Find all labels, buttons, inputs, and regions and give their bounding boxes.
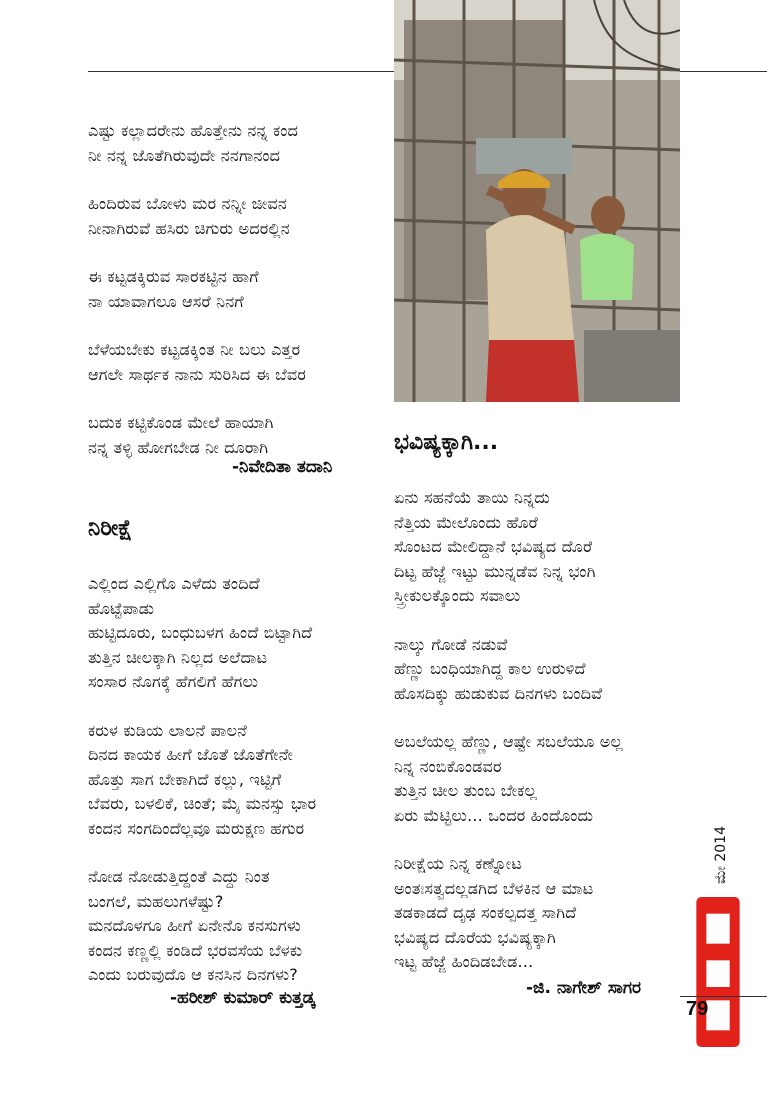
poem-line: ನೆತ್ತಿಯ ಮೇಲೊಂದು ಹೊರೆ <box>394 512 538 532</box>
poem-2-stanza <box>88 719 316 842</box>
poem-line: ಎಷ್ಟು ಕಲ್ಲಾದರೇನು ಹೊತ್ತೇನು ನನ್ನ ಕಂದ <box>88 121 299 140</box>
poem-line: ಹಿಂದಿರುವ ಬೋಳು ಮರ ನನ್ನೀ ಜೀವನ <box>88 194 287 213</box>
poem-line: ತುತ್ತಿನ ಚೀಲಕ್ಕಾಗಿ ನಿಲ್ಲದ ಅಲೆದಾಟ <box>88 647 268 667</box>
poem-line: ತುತ್ತಿನ ಚೀಲ ತುಂಬ ಬೇಕಲ್ಲ <box>394 781 538 800</box>
poem-3-stanza <box>394 486 623 609</box>
poem-line: ನಿರೀಕ್ಷೆಯ ನಿನ್ನ ಕಣ್ನೋಟ <box>394 854 523 873</box>
poem-line: ದಿನದ ಕಾಯಕ ಹೀಗೆ ಜೊತೆ ಜೊತೆಗೇನೇ <box>88 745 294 764</box>
poem-line: ನಾಲ್ಕು ಗೋಡೆ ನಡುವೆ <box>394 634 508 654</box>
poem-line: ಬದುಕ ಕಟ್ಟಿಕೊಂಡ ಮೇಲೆ ಹಾಯಾಗಿ <box>88 413 274 432</box>
poem-2-stanza <box>88 865 316 988</box>
poem-line: ಸಂಸಾರ ನೊಗಕ್ಕೆ ಹೆಗಲಿಗೆ ಹೆಗಲು <box>88 672 259 691</box>
poem-line: ತಡಕಾಡದೆ ದೃಢ ಸಂಕಲ್ಪದತ್ತ ಸಾಗಿದೆ <box>394 903 577 922</box>
poem-1-stanza <box>88 192 306 241</box>
poem-line: ದಿಟ್ಟ ಹೆಜ್ಜೆ ಇಟ್ಟು ಮುನ್ನಡೆವ ನಿನ್ನ ಭಂಗಿ <box>394 561 596 581</box>
poem-1-stanza <box>88 338 306 387</box>
poem-line: ನನ್ನ ತಳ್ಳಿ ಹೋಗಬೇಡ ನೀ ದೂರಾಗಿ <box>88 437 269 457</box>
poem-2-stanza <box>88 572 316 695</box>
poem-line: ಕಂದನ ಕಣ್ಣಲ್ಲಿ ಕಂಡಿದೆ ಭರವಸೆಯ ಬೆಳಕು <box>88 940 303 960</box>
poem-2 <box>88 572 316 1012</box>
poem-line: ನೀನಾಗಿರುವೆ ಹಸಿರು ಚಿಗುರು ಅದರಲ್ಲಿನ <box>88 218 290 238</box>
poem-line: ಬೆವರು, ಬಳಲಿಕೆ, ಚಿಂತೆ; ಮೈ ಮನಸ್ಸು ಭಾರ <box>88 794 317 813</box>
poem-line: ಹೊತ್ತು ಸಾಗ ಬೇಕಾಗಿದೆ ಕಲ್ಲು, ಇಟ್ಟಿಗೆ <box>88 769 282 789</box>
poem-line: ಭವಿಷ್ಯದ ದೊರೆಯ ಭವಿಷ್ಯಕ್ಕಾಗಿ <box>394 927 557 947</box>
poem-line: ಹೊಸದಿಕ್ಕು ಹುಡುಕುವ ದಿನಗಳು ಬಂದಿವೆ <box>394 683 603 703</box>
poem-line: ಸೊಂಟದ ಮೇಲಿದ್ದಾನೆ ಭವಿಷ್ಯದ ದೊರೆ <box>394 537 593 556</box>
poem-line: ಕರುಳ ಕುಡಿಯ ಲಾಲನೆ ಪಾಲನೆ <box>88 720 247 740</box>
poem-line: ಎಂದು ಬರುವುದೊ ಆ ಕನಸಿನ ದಿನಗಳು? <box>88 965 298 984</box>
poem-2-author: -ಹರೀಶ್ ಕುಮಾರ್ ಕುತ್ತಡ್ಕ <box>170 988 316 1008</box>
poem-3-author: -ಜಿ. ನಾಗೇಶ್ ಸಾಗರ <box>526 978 642 998</box>
poem-line: ನಿನ್ನ ನಂಬಿಕೊಂಡವರ <box>394 756 502 776</box>
poem-1 <box>88 119 306 484</box>
poem-line: ಸ್ತ್ರೀಕುಲಕ್ಕೊಂದು ಸವಾಲು <box>394 586 521 605</box>
photo-construction-worker <box>394 0 680 402</box>
poem-1-stanza <box>88 265 306 314</box>
poem-line: ಏರು ಮೆಟ್ಟಿಲು... ಒಂದರ ಹಿಂದೊಂದು <box>394 805 594 825</box>
poem-line: ಎಲ್ಲಿಂದ ಎಲ್ಲಿಗೊ ಎಳೆದು ತಂದಿದೆ <box>88 574 260 593</box>
page-number: 79 <box>686 998 709 1020</box>
poem-line: ಬಂಗಲೆ, ಮಹಲುಗಳೆಷ್ಟು? <box>88 891 224 911</box>
poem-line: ಮನದೊಳಗೂ ಹೀಗೆ ಏನೇನೊ ಕನಸುಗಳು <box>88 916 301 935</box>
poem-line: ಹುಟ್ಟಿದೂರು, ಬಂಧುಬಳಗ ಹಿಂದೆ ಬಿಟ್ಟಾಗಿದೆ <box>88 623 313 642</box>
poem-1-stanza <box>88 119 306 168</box>
poem-line: ಈ ಕಟ್ಟಡಕ್ಕಿರುವ ಸಾರಕಟ್ಟಿನ ಹಾಗೆ <box>88 267 259 286</box>
poem-1-stanza <box>88 411 306 460</box>
poem-line: ನೀ ನನ್ನ ಜೊತೆಗಿರುವುದೇ ನನಗಾನಂದ <box>88 145 281 165</box>
poem-line: ನಾ ಯಾವಾಗಲೂ ಆಸರೆ ನಿನಗೆ <box>88 291 244 311</box>
poem-line: ಬೆಳೆಯಬೇಕು ಕಟ್ಟಡಕ್ಕಿಂತ ನೀ ಬಲು ಎತ್ತರ <box>88 340 301 359</box>
poem-3-stanza <box>394 633 623 707</box>
poem-line: ಹೆಣ್ಣು ಬಂಧಿಯಾಗಿದ್ದ ಕಾಲ ಉರುಳಿದೆ <box>394 659 586 678</box>
poem-1-author: -ನಿವೇದಿತಾ ತದಾನಿ <box>232 457 333 477</box>
poem-3 <box>394 486 623 999</box>
poem-line: ಇಟ್ಟ ಹೆಜ್ಜೆ ಹಿಂದಿಡಬೇಡ... <box>394 952 534 971</box>
poem-line: ಅಬಲೆಯಲ್ಲ ಹೆಣ್ಣು, ಆಷ್ಟೇ ಸಬಲೆಯೂ ಅಲ್ಲ <box>394 732 623 751</box>
poem-3-stanza <box>394 852 623 975</box>
poem-line: ಅಂತಃಸತ್ವದಲ್ಲಡಗಿದ ಬೆಳಕಿನ ಆ ಮಾಟ <box>394 878 594 898</box>
poem-2-title: ನಿರೀಕ್ಷೆ <box>88 516 133 541</box>
poem-line: ಹೊಟ್ಟೆಪಾಡು <box>88 598 155 618</box>
poem-line: ನೋಡ ನೋಡುತ್ತಿದ್ದಂತೆ ಎದ್ದು ನಿಂತ <box>88 867 270 886</box>
poem-line: ಏನು ಸಹನೆಯೆ ತಾಯಿ ನಿನ್ನದು <box>394 488 550 507</box>
top-rule-right <box>680 71 767 72</box>
bottom-rule <box>680 996 767 997</box>
poem-3-title: ಭವಿಷ್ಯಕ್ಕಾಗಿ... <box>394 430 499 455</box>
poem-line: ಆಗಲೇ ಸಾರ್ಥಕ ನಾನು ಸುರಿಸಿದ ಈ ಬೆವರ <box>88 364 307 384</box>
issue-month: ಮೇ 2014 <box>713 826 729 884</box>
poem-3-stanza <box>394 730 623 828</box>
poem-line: ಕಂದನ ಸಂಗದಿಂದೆಲ್ಲವೂ ಮರುಕ್ಷಣ ಹಗುರ <box>88 818 305 838</box>
top-rule-left <box>88 71 394 72</box>
